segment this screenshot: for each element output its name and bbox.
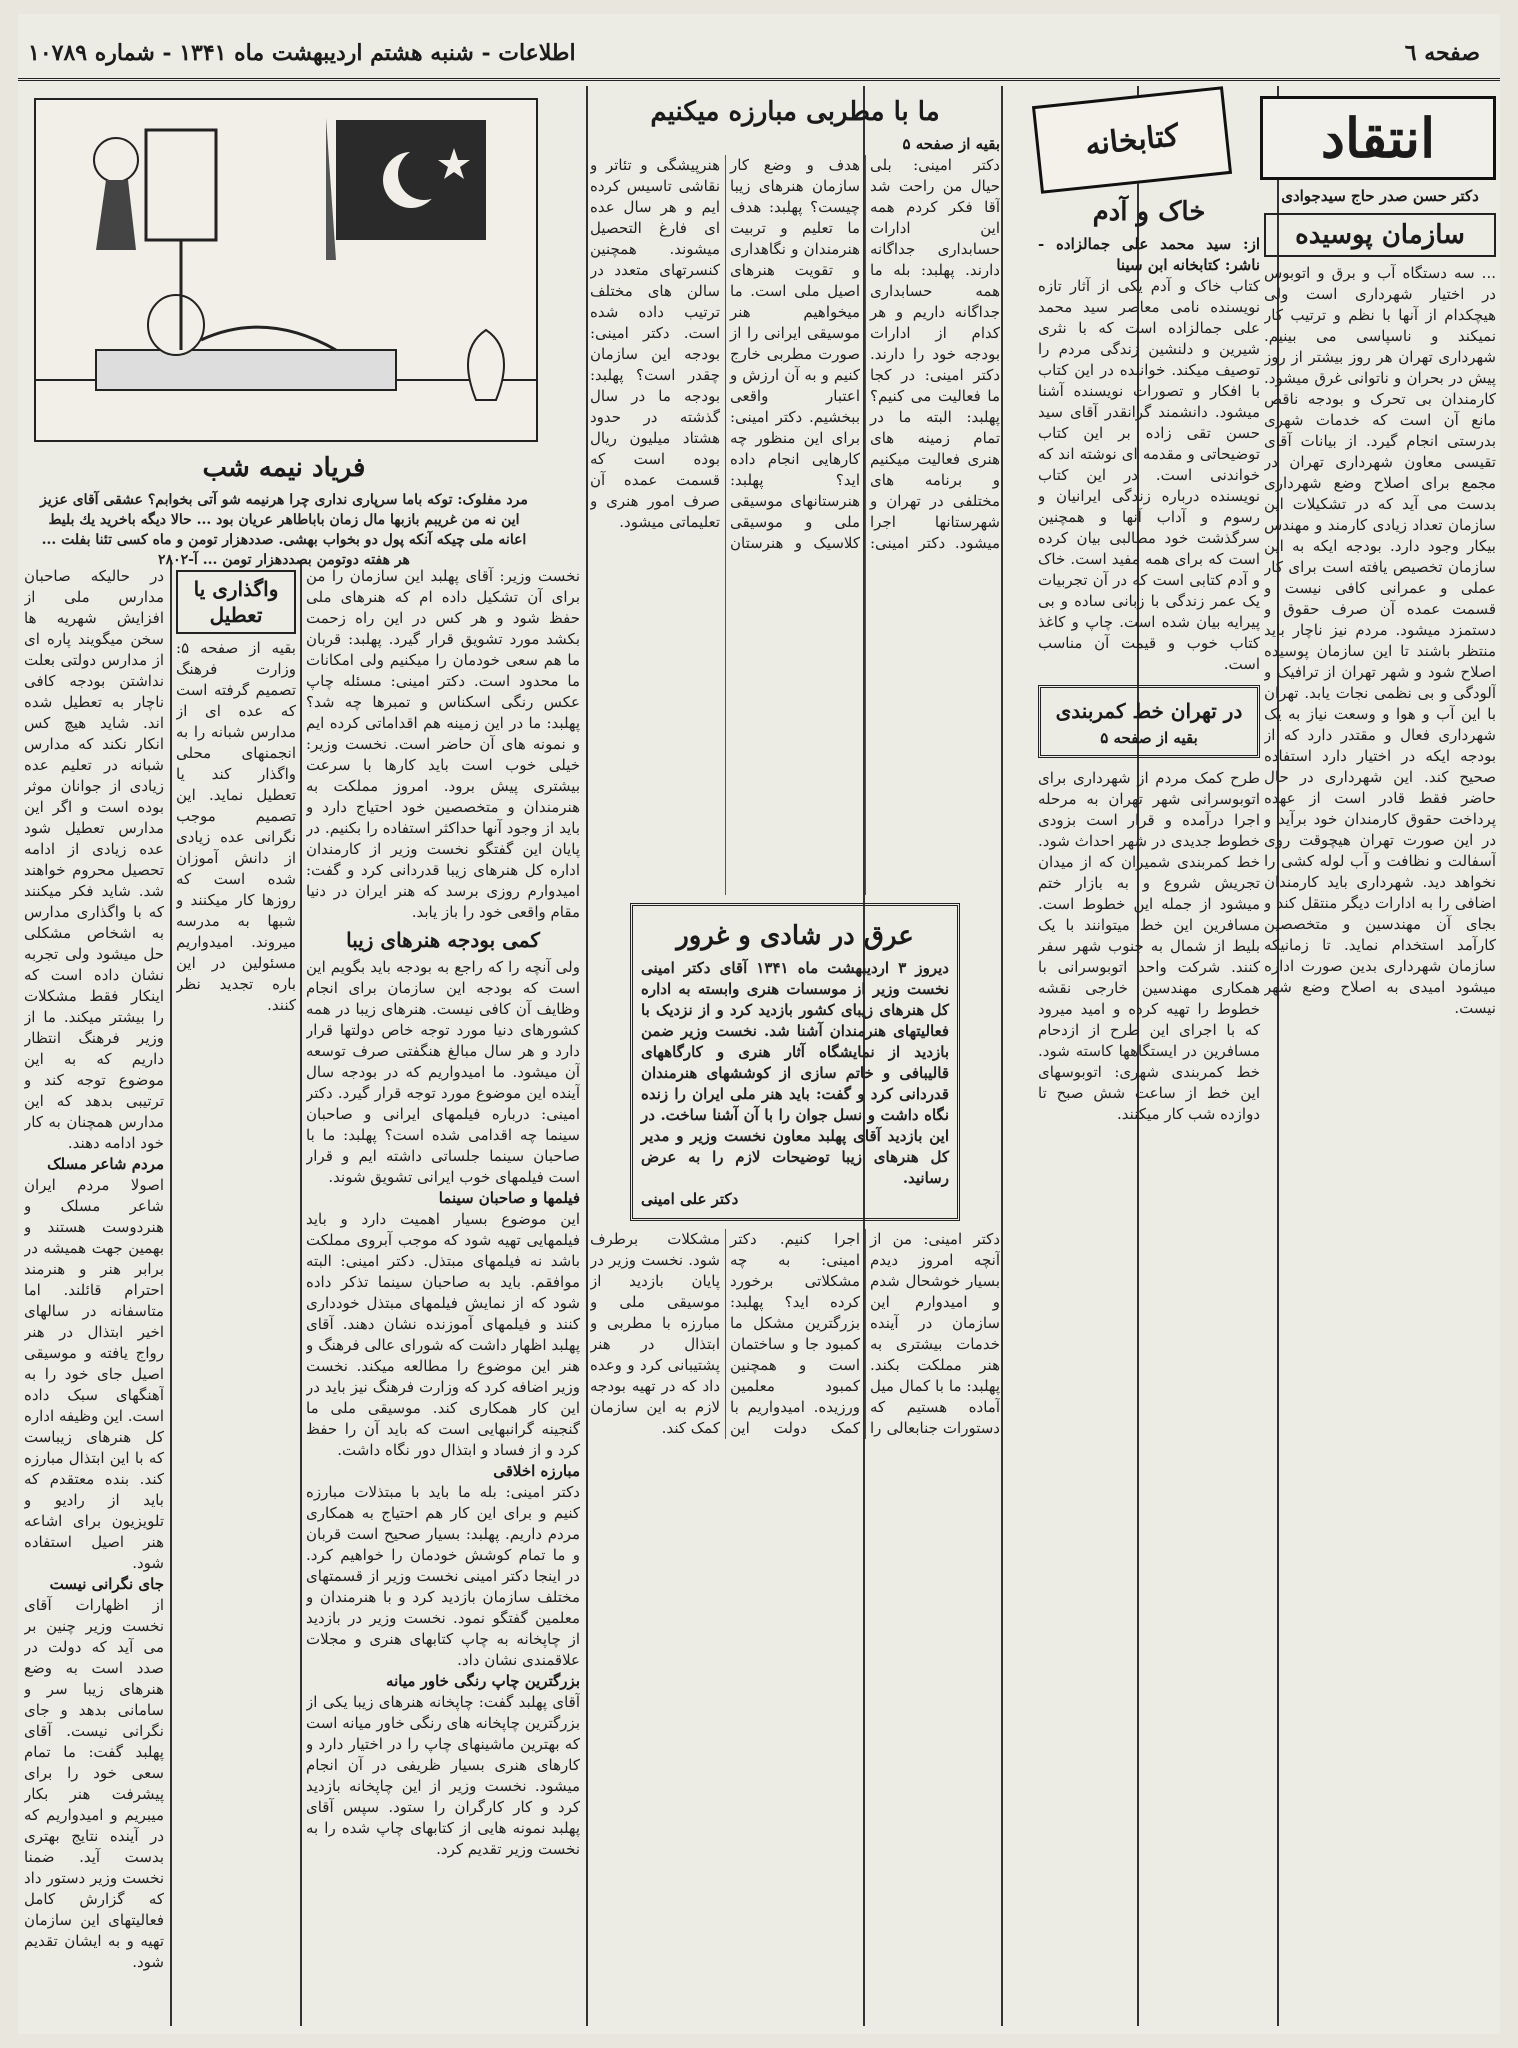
interview-body: دکتر امینی: بلی حیال من راحت شد آقا فکر کردم همه این ادارات حسابداری جداگانه دارند. پهلبد: بله ما همه حسابداری جداگانه داریم و هر کدام از ادارات بودجه خود را دارند. دکتر امینی: در کجا ما فعالیت می کنیم؟ پهلبد: البته ما در تمام زمینه های هنری فعالیت میکنیم و برنامه های مختلفی در تهران و شهرستانها اجرا میشود. دکتر امینی: هدف و وضع کار سازمان هنرهای زیبا چیست؟ پهلبد: هدف ما تعلیم و تربیت هنرمندان و نگاهداری و تقویت هنرهای اصیل ملی است. ما میخواهیم هنر موسیقی ایرانی را از صورت مطربی خارج کنیم و به آن ارزش و اعتبار واقعی ببخشیم. دکتر امینی: برای این منظور چه کارهایی انجام داده اید؟ پهلبد: هنرستانهای موسیقی ملی و موسیقی کلاسیک و هنرستان هنرپیشگی و تئاتر و نقاشی تاسیس کرده ایم و هر سال عده ای فارغ التحصیل میشوند. همچنین کنسرتهای متعدد در سالن های مختلف ترتیب داده شده است. دکتر امینی: بودجه این سازمان چقدر است؟ پهلبد: بودجه ما در سال گذشته در حدود هشتاد میلیون ریال بوده است که قسمت عمده آن صرف امور هنری و تعلیماتی میشود.: [590, 156, 1000, 552]
transfer-heading: واگذاری یا تعطیل: [176, 570, 296, 634]
announcement-signature: دکتر علی امینی: [641, 1190, 739, 1208]
announcement-box: [630, 903, 960, 1221]
cinema-body: این موضوع بسیار اهمیت دارد و باید فیلمهایی تهیه شود که موجب آبروی مملکت باشد نه فیلمهای مبتذل. دکتر امینی: البته موافقم. باید به صاحبان سینما تذکر داده شود که از نمایش فیلمهای مبتذل خودداری کنند و فیلمهای آموزنده نشان دهند. آقای پهلبد اظهار داشت که شورای عالی فرهنگ و هنر این موضوع را مطالعه میکند. نخست وزیر اضافه کرد که وزارت فرهنگ نیز باید در این کار همکاری کند. موسیقی ملی ما گنجینه گرانبهایی است که باید آن را حفظ کرد و از فساد و ابتذال دور نگاه داشت.: [306, 1210, 580, 1459]
column-criticism: [1264, 180, 1496, 2020]
column-schools: [24, 566, 164, 2020]
interview-body-continued: دکتر امینی: من از آنچه امروز دیدم بسیار خوشحال شدم و امیدوارم این سازمان در آینده خدمات بیشتری به هنر مملکت بکند. پهلبد: ما با کمال میل آماده هستیم که دستورات جنابعالی را اجرا کنیم. دکتر امینی: به چه مشکلاتی برخورد کرده اید؟ پهلبد: بزرگترین مشکل ما کمبود جا و ساختمان است و همچنین کمبود معلمین ورزیده. امیدواریم با کمک دولت این مشکلات برطرف شود. نخست وزیر در پایان بازدید از موسیقی ملی و مبارزه با مطربی و ابتذال در هنر پشتیبانی کرد و وعده داد که در تهیه بودجه لازم به این سازمان کمک کند.: [590, 1230, 1000, 1437]
announcement-title: عرق در شادی و غرور: [676, 921, 914, 951]
library-stamp: کتابخانه: [1032, 86, 1232, 194]
book-byline: از: سید محمد علی جمالزاده - ناشر: کتابخانه ابن سینا: [1038, 235, 1260, 274]
ring-road-heading: در تهران خط کمربندی: [1055, 699, 1243, 723]
worry-subhead: جای نگرانی نیست: [49, 1575, 164, 1593]
ring-road-box: [1038, 685, 1260, 758]
moral-body: دکتر امینی: بله ما باید با مبتذلات مبارزه کنیم و برای این کار هم احتیاج به همکاری مردم داریم. پهلبد: بسیار صحیح است قربان و ما تمام کوشش خودمان را خواهیم کرد. در اینجا دکتر امینی نخست وزیر از قسمتهای مختلف سازمان بازدید کرد و با هنرمندان و معلمین گفتگو نمود. نخست وزیر در بازدید از چاپخانه به چاپ کتابهای هنری و مجلات علاقمندی نشان داد.: [306, 1483, 580, 1669]
announcement-body: دیروز ۳ اردیبهشت ماه ۱۳۴۱ آقای دکتر امینی نخست وزیر از موسسات هنری وابسته به اداره کل هنرهای زیبای کشور بازدید کرد و از نزدیک با فعالیتهای هنرمندان آشنا شد. نخست وزیر ضمن بازدید از نمایشگاه آثار هنری و کارگاههای قالیبافی و خاتم سازی از کوششهای هنرمندان قدردانی کرد و گفت: باید هنر ملی ایران را زنده نگاه داشت و نسل جوان را با آن آشنا ساخت. در این بازدید آقای پهلبد معاون نخست وزیر و مدیر کل هنرهای زیبا توضیحات لازم را به عرض رسانید.: [641, 959, 949, 1187]
caption-text: مرد مفلوک: توکه باما سرپاری نداری چرا هرنیمه شو آتی بخوابم؟ عشقی آقای عزیز این نه من غریبم بازبها مال زمان باباطاهر عریان بود ... حالا دیگه باخرید یك بلیط اعانه ملی چیکه آنکه پول دو بخواب بهشی. صددهزار تومن و ماه کسی تئنا بفلت ... هر هفته دوتومن بصددهزار تومن ... آ-۲۸۰۲: [40, 492, 528, 568]
budget-body: ولی آنچه را که راجع به بودجه باید بگویم این است که بودجه این سازمان برای انجام وظایف آن کافی نیست. هنرهای زیبا در همه کشورهای دنیا مورد توجه خاص دولتها قرار دارد و هر سال مبالغ هنگفتی صرف توسعه آن میشود. ما امیدواریم که در بودجه سال آینده این موضوع مورد توجه قرار گیرد. دکتر امینی: درباره فیلمهای ایرانی و صاحبان سینما چه اقدامی شده است؟ پهلبد: ما با صاحبان سینما جلساتی داشته ایم و قرار است فیلمهای خوب ایرانی تشویق شوند.: [306, 958, 580, 1186]
column-library: [1038, 190, 1260, 2020]
ring-road-ref: بقیه از صفحه ۵: [1100, 729, 1198, 747]
column-divider: [1001, 86, 1003, 2026]
page-header: [18, 28, 1500, 81]
book-title: خاک و آدم: [1092, 197, 1206, 227]
book-review-body: کتاب خاک و آدم یکی از آثار تازه نویسنده نامی معاصر سید محمد علی جمالزاده است که با نثری شیرین و دلنشین زندگی مردم را توصیف میکند. خواننده در این کتاب با افکار و تصورات نویسنده آشنا میشود. دانشمند گرانقدر آقای سید حسن تقی زاده بر این کتاب توضیحاتی و مقدمه ای نوشته اند که خواندنی است. در این کتاب نویسنده درباره زندگی ایرانیان و رسوم و آداب آنها و همچنین سرگذشت خود مطالبی بیان کرده است که برای همه مفید است. خاک و آدم کتابی است که در آن تجربیات یک عمر زندگی با زبانی ساده و بی پیرایه بیان شده است. چاپ و کاغذ کتاب خوب و قیمت آن مناسب است.: [1038, 277, 1260, 673]
column-divider: [586, 86, 588, 2026]
column-pm-visit: [306, 566, 580, 2020]
poet-body: اصولا مردم ایران شاعر مسلک و هنردوست هستند و بهمین جهت همیشه در برابر هنر و هنرمند احترام قائلند. اما متاسفانه در سالهای اخیر ابتذال در هنر رواج یافته و موسیقی اصیل جای خود را به آهنگهای سبک داده است. این وظیفه اداره کل هنرهای زیباست که با این ابتذال مبارزه کند. بنده معتقدم که باید از رادیو و تلویزیون برای اشاعه هنر اصیل استفاده شود.: [24, 1176, 164, 1572]
moral-subhead: مبارزه اخلاقی: [493, 1462, 580, 1480]
interview-heading: ما با مطربی مبارزه میکنیم: [650, 97, 940, 127]
transfer-body: بقیه از صفحه ۵: وزارت فرهنگ تصمیم گرفته است که عده ای از مدارس شبانه را به انجمنهای محلی واگذار کند یا تعطیل نماید. این تصمیم موجب نگرانی عده زیادی از دانش آموزان شده است که روزها کار میکنند و شبها به مدرسه میروند. امیدواریم مسئولین در این باره تجدید نظر کنند.: [176, 639, 296, 1014]
caption-heading: فریاد نیمه شب: [202, 453, 366, 483]
poet-subhead: مردم شاعر مسلک: [47, 1155, 164, 1173]
worry-body: از اظهارات آقای نخست وزیر چنین بر می آید که دولت در صدد است به وضع هنرهای زیبا سر و سامانی بدهد و جای نگرانی نیست. آقای پهلبد گفت: ما تمام سعی خود را برای پیشرفت هنر بکار میبریم و امیدواریم که در آینده نتایج بهتری بدست آید. ضمنا نخست وزیر دستور داد که گزارش کامل فعالیتهای این سازمان تهیه و به ایشان تقدیم شود.: [24, 1596, 164, 1971]
pm-visit-body: نخست وزیر: آقای پهلبد این سازمان را من برای آن تشکیل داده ام که هنرهای ملی حفظ شود و هر کس در این راه زحمت بکشد مورد تشویق قرار گیرد. پهلبد: قربان ما هم سعی خودمان را میکنیم ولی امکانات ما محدود است. دکتر امینی: مسئله چاپ عکس رنگی اسکناس و تمبرها چه شد؟ پهلبد: ما در این زمینه هم اقداماتی کرده ایم و نمونه های آن حاضر است. نخست وزیر: خیلی خوب است باید کارها با سرعت بیشتری پیش برود. امروز مملکت به هنرمندان و متخصصین خود احتیاج دارد و باید از وجود آنها حداکثر استفاده را بکنیم. در پایان این گفتگو نخست وزیر از کارمندان اداره کل هنرهای زیبا قدردانی کرد و گفت: امیدوارم روزی برسد که هنر ایران در دنیا مقام واقعی خود را باز یابد.: [306, 567, 580, 921]
cinema-subhead: فیلمها و صاحبان سینما: [438, 1189, 580, 1207]
print-body: آقای پهلبد گفت: چاپخانه هنرهای زیبا یکی از بزرگترین چاپخانه های رنگی خاور میانه است که بهترین ماشینهای چاپ را در اختیار دارد و کارهای هنری بسیار ظریفی در آن انجام میشود. نخست وزیر از این چاپخانه بازدید کرد و کار کارگران را ستود. سپس آقای پهلبد نمونه هایی از کتابهای چاپ شده را به نخست وزیر تقدیم کرد.: [306, 1693, 580, 1858]
interview-ref: بقیه از صفحه ۵: [902, 135, 1000, 153]
article-heading: سازمان پوسیده: [1264, 213, 1496, 257]
schools-body: در حالیکه صاحبان مدارس ملی از افزایش شهریه ها سخن میگویند پاره ای از مدارس دولتی بعلت نداشتن بودجه کافی ناچار به تعطیل شده اند. شاید هیچ کس انکار نکند که مدارس شبانه در تعلیم عده زیادی از جوانان موثر بوده است و اگر این مدارس تعطیل شود عده زیادی از ادامه تحصیل محروم خواهند شد. شاید فکر میکنند که با واگذاری مدارس به اشخاص مشکلی حل میشود ولی تجربه نشان داده است که اینکار فقط مشکلات را بیشتر میکند. ما از وزیر فرهنگ انتظار داریم که به این موضوع توجه کند و ترتیبی بدهد که این مدارس همچنان به کار خود ادامه دهند.: [24, 567, 164, 1152]
column-divider: [300, 560, 302, 2026]
budget-subhead: کمی بودجه هنرهای زیبا: [346, 928, 540, 952]
ring-road-body: طرح کمک مردم از شهرداری برای اتوبوسرانی شهر تهران به مرحله اجرا درآمده و قرار است بزودی خطوط جدیدی در شهر احداث شود. خط کمربندی شمیران که از میدان تجریش شروع و به بازار ختم میشود از جمله این خطوط است. مسافرین این خط میتوانند با یک بلیط از شمال به جنوب شهر سفر کنند. شرکت واحد اتوبوسرانی با همکاری مهندسین خارجی نقشه خطوط را تهیه کرده و امید میرود که با اجرای این طرح از ازدحام مسافرین در ایستگاهها کاسته شود. خط کمربندی شهری: اتوبوسهای این خط از ساعت شش صبح تا دوازده شب کار میکنند.: [1038, 769, 1260, 1123]
cartoon-caption: [34, 446, 534, 570]
article-body: ... سه دستگاه آب و برق و اتوبوس در اختیار شهرداری است ولی هیچکدام از آنها با نظم و ترتیب کار نمیکند و ناسپاسی می بینیم. شهرداری تهران هر روز بیشتر از روز پیش در بحران و ناتوانی غرق میشود. کارمندان بی تحرک و بودجه ناقص مانع آن است که خدمات شهری بدرستی انجام گیرد. از بیانات آقای تقیسی معاون شهرداری تهران در مجمع برای اصلاح وضع شهرداری بدست می آید که در تشکیلات این سازمان تعداد زیادی کارمند و مهندس بیکار وجود دارد. بودجه ایکه به این سازمان تخصیص یافته است برای کار عملی و عمرانی کافی نیست و قسمت عمده آن صرف حقوق و دستمزد میشود. مردم نیز ناچار باید منتظر باشند تا این سازمان پوسیده اصلاح شود و شهر تهران از ترافیک و آلودگی و بی نظمی نجات یابد. تهران با این آب و هوا و وسعت نیاز به یک شهرداری فعال و مقتدر دارد که از بودجه ایکه در اختیار دارد استفاده صحیح کند. این شهرداری در حال حاضر فقط قادر است از عهده پرداخت حقوق کارمندان خود برآید و در این صورت تهران هیچوقت روی آسفالت و نظافت و آب لوله کشی را نخواهد دید. شهرداری باید کارمندان اضافی را به ادارات دیگر منتقل کند و بجای آن مهندسین و متخصصین کارآمد استخدام نماید. تا زمانیکه سازمان شهرداری بدین صورت اداره میشود امیدی به اصلاح وضع شهر نیست.: [1264, 264, 1496, 1017]
cartoon-illustration: [34, 98, 538, 442]
issue-info: اطلاعات - شنبه هشتم اردیبهشت ماه ۱۳۴۱ - شماره ۱۰۷۸۹: [28, 40, 576, 66]
column-divider: [170, 560, 172, 2026]
column-interview: [590, 90, 1000, 2020]
author-byline: دکتر حسن صدر حاج سیدجوادی: [1281, 187, 1479, 205]
column-transfer: [176, 566, 296, 2020]
masthead: انتقاد: [1260, 96, 1496, 180]
print-subhead: بزرگترین چاپ رنگی خاور میانه: [386, 1672, 580, 1690]
page-number: صفحه ٦: [1404, 40, 1480, 66]
